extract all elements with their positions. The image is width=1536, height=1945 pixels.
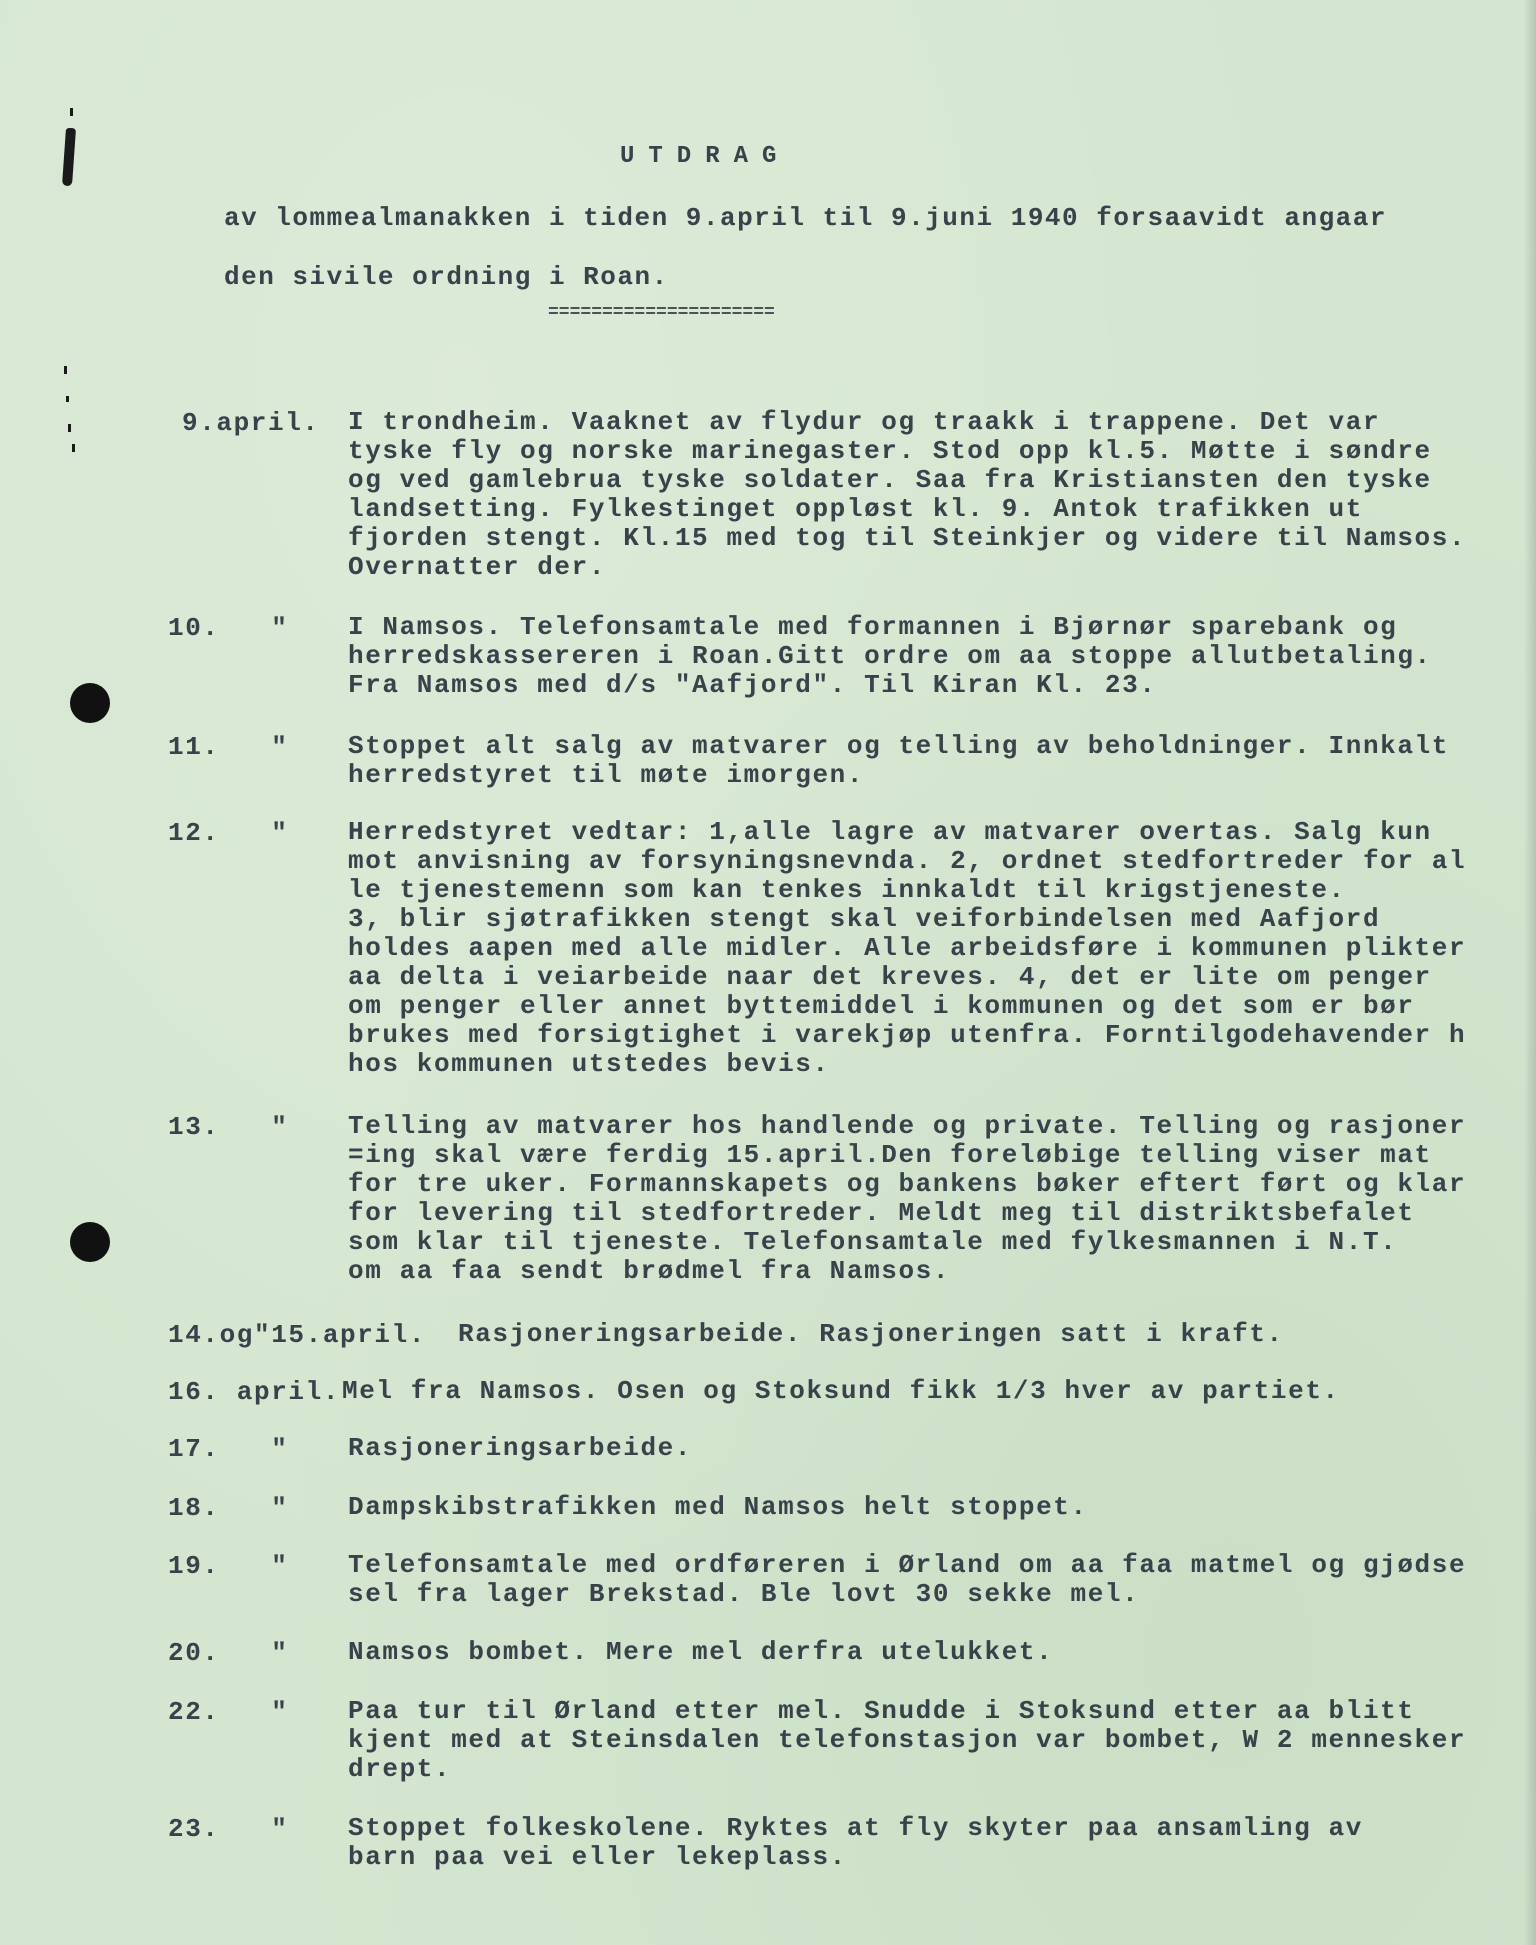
entry-text: Stoppet alt salg av matvarer og telling av beholdninger. Innkalt herredstyret til møte imorgen. [348,731,1449,790]
entry-date: 19. " [168,1551,289,1581]
entry-text: I trondheim. Vaaknet av flydur og traakk i trappene. Det var tyske fly og norske marinegaster. Stod opp kl.5. Møtte i søndre og ved gamlebrua tyske soldater. Saa fra Kristiansten den tyske landsetting. Fylkestinget oppløst kl. 9. Antok trafikken ut fjorden stengt. Kl.15 med tog til Steinkjer og videre til Namsos. Overnatter der. [348,407,1467,582]
entry-text: Rasjoneringsarbeide. [348,1433,693,1463]
entry-text: Paa tur til Ørland etter mel. Snudde i Stoksund etter aa blitt kjent med at Steinsdalen telefonstasjon var bombet, W 2 mennesker drept. [348,1696,1467,1784]
pen-mark [62,128,76,187]
entry-text: Telefonsamtale med ordføreren i Ørland om aa faa matmel og gjødse sel fra lager Brekstad. Ble lovt 30 sekke mel. [348,1550,1467,1609]
pen-dot [72,444,75,452]
entry-date: 10. " [168,613,289,643]
entry-text: Dampskibstrafikken med Namsos helt stoppet. [348,1492,1088,1522]
page-edge-shadow [1524,0,1536,1945]
entry-date: 22. " [168,1697,289,1727]
document-subtitle-line2: den sivile ordning i Roan. [224,262,669,292]
entry-text: Namsos bombet. Mere mel derfra utelukket. [348,1637,1054,1667]
entry-date: 14.og"15.april. [168,1320,427,1350]
punch-hole [70,1222,110,1262]
pen-dot [68,424,71,432]
entry-text: Mel fra Namsos. Osen og Stoksund fikk 1/3 hver av partiet. [342,1376,1340,1406]
entry-date: 16. april. [168,1377,341,1407]
entry-date: 18. " [168,1493,289,1523]
pen-dot [70,108,73,116]
document-title: UTDRAG [620,143,791,170]
entry-date: 13. " [168,1112,289,1142]
entry-date: 9.april. [182,408,320,438]
entry-date: 11. " [168,732,289,762]
pen-dot [66,396,69,402]
entry-date: 17. " [168,1434,289,1464]
entry-text: Herredstyret vedtar: 1,alle lagre av matvarer overtas. Salg kun mot anvisning av forsyningsnevnda. 2, ordnet stedfortreder for al le tjenestemenn som kan tenkes innkaldt til krigstjeneste. 3, blir sjøtrafikken stengt skal veiforbindelsen med Aafjord holdes aapen med alle midler. Alle arbeidsføre i kommunen plikter aa delta i veiarbeide naar det kreves. 4, det er lite om penger om penger eller annet byttemiddel i kommunen og det som er bør brukes med forsigtighet i varekjøp utenfra. Forntilgodehavender h hos kommunen utstedes bevis. [348,817,1467,1079]
entry-text: I Namsos. Telefonsamtale med formannen i Bjørnør sparebank og herredskassereren i Roan.Gitt ordre om aa stoppe allutbetaling. Fra Namsos med d/s "Aafjord". Til Kiran Kl. 23. [348,612,1432,700]
entry-date: 12. " [168,818,289,848]
entry-date: 20. " [168,1638,289,1668]
entry-text: Stoppet folkeskolene. Ryktes at fly skyter paa ansamling av barn paa vei eller lekeplass. [348,1813,1363,1872]
entry-date: 23. " [168,1814,289,1844]
entry-text: Rasjoneringsarbeide. Rasjoneringen satt i kraft. [458,1319,1284,1349]
entry-text: Telling av matvarer hos handlende og private. Telling og rasjoner =ing skal være ferdig 15.april.Den foreløbige telling viser mat for tre uker. Formannskapets og bankens bøker eftert ført og klar for levering til stedfortreder. Meldt meg til distriktsbefalet som klar til tjeneste. Telefonsamtale med fylkesmannen i N.T. om aa faa sendt brødmel fra Namsos. [348,1111,1467,1286]
document-subtitle: av lommealmanakken i tiden 9.april til 9.juni 1940 forsaavidt angaar [224,203,1387,233]
title-rule: ===================== [548,303,775,323]
punch-hole [70,683,110,723]
pen-dot [64,366,67,374]
